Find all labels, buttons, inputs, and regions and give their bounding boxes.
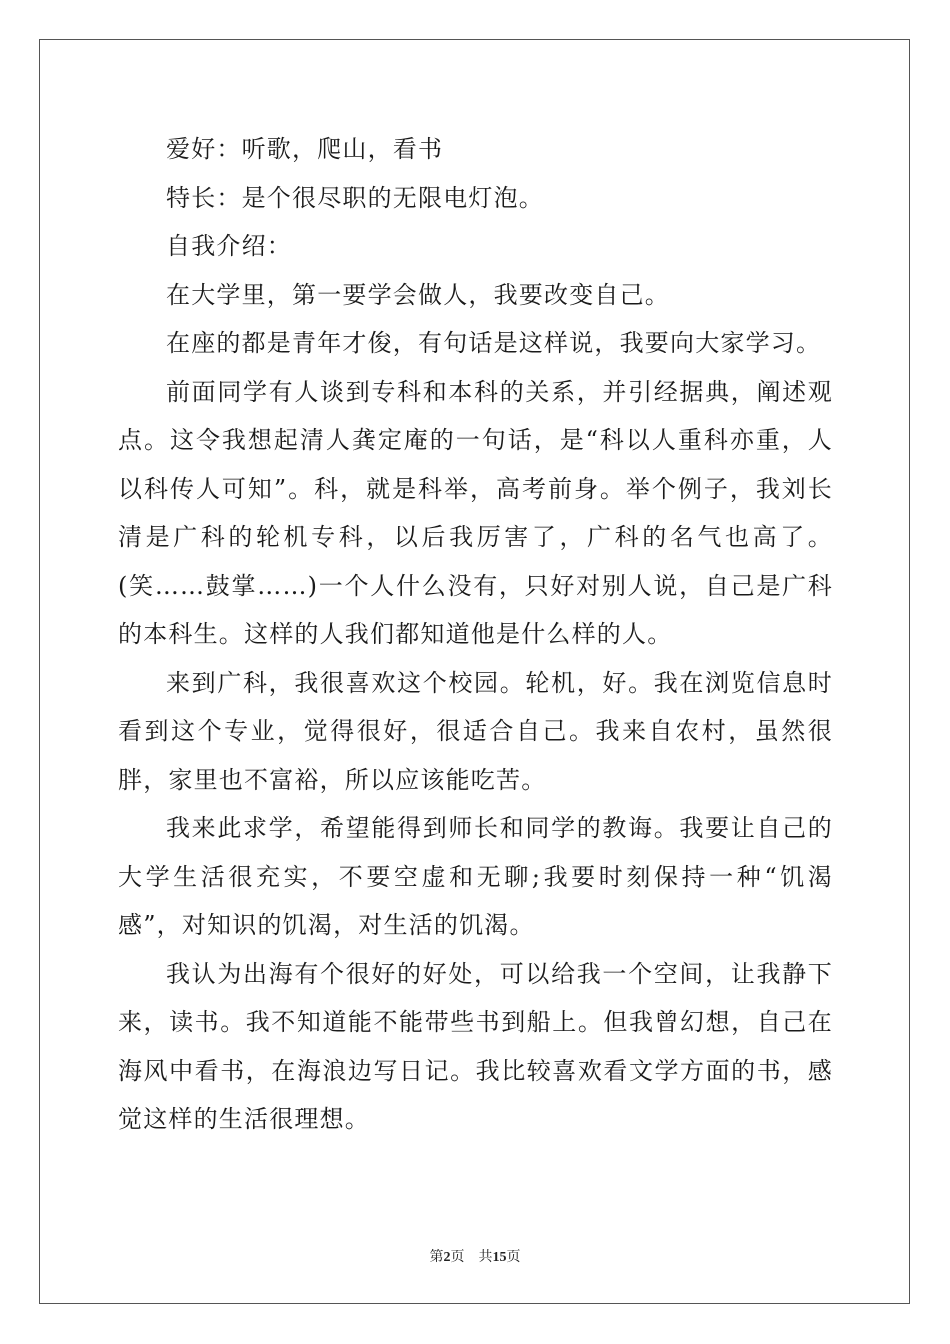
paragraph-body: 我认为出海有个很好的好处，可以给我一个空间，让我静下来，读书。我不知道能不能带些书到船上。但我曾幻想，自己在海风中看书，在海浪边写日记。我比较喜欢看文学方面的书，感觉这样的生活很理想。: [118, 959, 833, 1133]
document-body: [118, 125, 833, 1144]
paragraph-body: 来到广科，我很喜欢这个校园。轮机，好。我在浏览信息时看到这个专业，觉得很好，很适合自己。我来自农村，虽然很胖，家里也不富裕，所以应该能吃苦。: [118, 668, 833, 794]
paragraph-body: 我来此求学，希望能得到师长和同学的教诲。我要让自己的大学生活很充实，不要空虚和无聊;我要时刻保持一种“饥渴感”，对知识的饥渴，对生活的饥渴。: [118, 814, 833, 939]
paragraph-specialty: 特长：是个很尽职的无限电灯泡。: [166, 183, 544, 212]
paragraph-body: 在大学里，第一要学会做人，我要改变自己。: [166, 280, 670, 309]
paragraph-intro-heading: 自我介绍：: [166, 232, 292, 260]
paragraph-body: 在座的都是青年才俊，有句话是这样说，我要向大家学习。: [166, 329, 822, 357]
paragraph-hobbies: 爱好：听歌，爬山，看书: [166, 135, 444, 163]
page-prefix: 第: [429, 1250, 444, 1265]
paragraph-body: 前面同学有人谈到专科和本科的关系，并引经据典，阐述观点。这令我想起清人龚定庵的一句话，是“科以人重科亦重，人以科传人可知”。科，就是科举，高考前身。举个例子，我刘长清是广科的轮机专科，以后我厉害了，广科的名气也高了。(笑……鼓掌……)一个人什么没有，只好对别人说，自己是广科的本科生。这样的人我们都知道他是什么样的人。: [118, 377, 833, 648]
page-number: 2: [443, 1250, 451, 1265]
total-prefix: 共: [478, 1250, 493, 1265]
total-pages: 15: [492, 1250, 507, 1265]
page-suffix: 页: [450, 1250, 465, 1265]
page-footer: [0, 1250, 950, 1266]
total-suffix: 页: [506, 1250, 521, 1265]
